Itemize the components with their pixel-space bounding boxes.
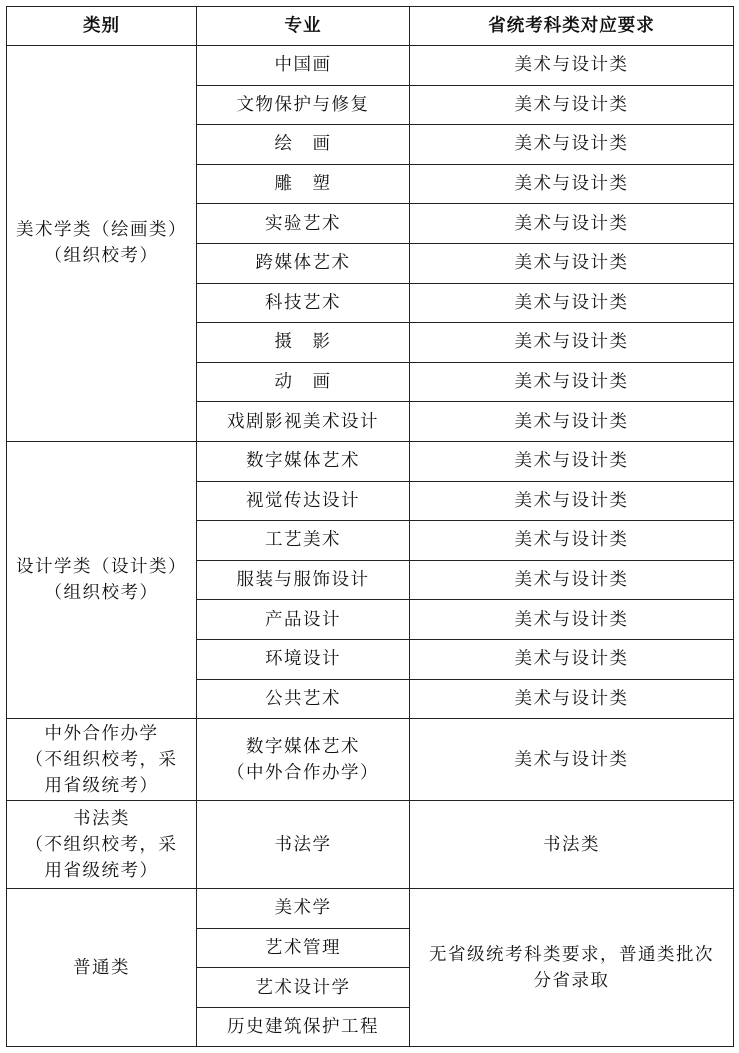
- major-cell: 数字媒体艺术: [197, 441, 410, 481]
- requirement-cell: 美术与设计类: [410, 639, 734, 679]
- requirement-cell: 无省级统考科类要求，普通类批次分省录取: [410, 889, 734, 1047]
- table-header-row: [7, 7, 734, 46]
- table-row: [7, 441, 734, 481]
- requirement-cell: 书法类: [410, 801, 734, 889]
- major-cell: 戏剧影视美术设计: [197, 402, 410, 442]
- table-row: [7, 801, 734, 889]
- requirement-cell: 美术与设计类: [410, 481, 734, 521]
- requirement-cell: 美术与设计类: [410, 362, 734, 402]
- requirement-cell: 美术与设计类: [410, 85, 734, 125]
- admission-requirements-table: [6, 6, 734, 1047]
- major-cell: 艺术管理: [197, 928, 410, 968]
- major-cell: 动 画: [197, 362, 410, 402]
- requirement-cell: 美术与设计类: [410, 402, 734, 442]
- major-cell: 跨媒体艺术: [197, 243, 410, 283]
- major-cell: 实验艺术: [197, 204, 410, 244]
- table-row: [7, 719, 734, 801]
- table-row: [7, 889, 734, 929]
- header-major: 专业: [197, 7, 410, 46]
- category-cell: 书法类 （不组织校考，采 用省级统考）: [7, 801, 197, 889]
- major-cell: 环境设计: [197, 639, 410, 679]
- header-requirement: 省统考科类对应要求: [410, 7, 734, 46]
- category-cell: 美术学类（绘画类） （组织校考）: [7, 46, 197, 442]
- requirement-cell: 美术与设计类: [410, 46, 734, 86]
- category-cell: 中外合作办学 （不组织校考，采 用省级统考）: [7, 719, 197, 801]
- category-cell: 普通类: [7, 889, 197, 1047]
- major-cell: 科技艺术: [197, 283, 410, 323]
- requirement-cell: 美术与设计类: [410, 600, 734, 640]
- major-cell: 工艺美术: [197, 521, 410, 561]
- major-cell: 绘 画: [197, 125, 410, 165]
- requirement-cell: 美术与设计类: [410, 204, 734, 244]
- category-cell: 设计学类（设计类） （组织校考）: [7, 441, 197, 718]
- major-cell: 视觉传达设计: [197, 481, 410, 521]
- major-cell: 公共艺术: [197, 679, 410, 719]
- requirement-cell: 美术与设计类: [410, 719, 734, 801]
- requirement-cell: 美术与设计类: [410, 243, 734, 283]
- major-cell: 服装与服饰设计: [197, 560, 410, 600]
- requirement-cell: 美术与设计类: [410, 679, 734, 719]
- major-cell: 产品设计: [197, 600, 410, 640]
- major-cell: 数字媒体艺术 （中外合作办学）: [197, 719, 410, 801]
- header-category: 类别: [7, 7, 197, 46]
- requirement-cell: 美术与设计类: [410, 323, 734, 363]
- major-cell: 书法学: [197, 801, 410, 889]
- requirement-cell: 美术与设计类: [410, 560, 734, 600]
- major-cell: 历史建筑保护工程: [197, 1007, 410, 1047]
- requirement-cell: 美术与设计类: [410, 125, 734, 165]
- requirement-cell: 美术与设计类: [410, 521, 734, 561]
- requirement-cell: 美术与设计类: [410, 283, 734, 323]
- requirement-cell: 美术与设计类: [410, 441, 734, 481]
- major-cell: 美术学: [197, 889, 410, 929]
- major-cell: 文物保护与修复: [197, 85, 410, 125]
- requirement-cell: 美术与设计类: [410, 164, 734, 204]
- major-cell: 中国画: [197, 46, 410, 86]
- major-cell: 摄 影: [197, 323, 410, 363]
- major-cell: 艺术设计学: [197, 968, 410, 1008]
- table-row: [7, 46, 734, 86]
- major-cell: 雕 塑: [197, 164, 410, 204]
